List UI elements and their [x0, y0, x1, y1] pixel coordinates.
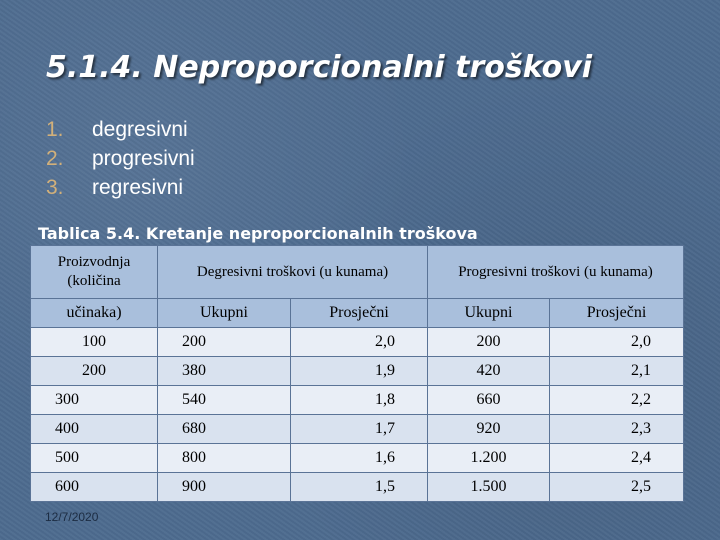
slide-date: 12/7/2020 — [45, 510, 99, 524]
bullet-item — [46, 118, 195, 147]
cell-prog-avg: 2,0 — [550, 328, 684, 357]
bullet-item — [46, 147, 195, 176]
cell-prog-total: 200 — [428, 328, 550, 357]
bullet-item — [46, 176, 195, 205]
cell-deg-avg: 1,9 — [291, 357, 428, 386]
cell-quantity: 300 — [31, 386, 158, 415]
cell-prog-avg: 2,5 — [550, 473, 684, 502]
cell-quantity: 500 — [31, 444, 158, 473]
cell-prog-total: 920 — [428, 415, 550, 444]
bullet-list — [46, 118, 195, 205]
cell-quantity: 600 — [31, 473, 158, 502]
bullet-number: 3. — [46, 176, 64, 199]
bullet-number: 1. — [46, 118, 64, 141]
cell-deg-total: 800 — [158, 444, 291, 473]
header-prog-avg: Prosječni — [550, 299, 684, 328]
table-row — [31, 328, 684, 357]
bullet-number: 2. — [46, 147, 64, 170]
cell-prog-total: 420 — [428, 357, 550, 386]
cell-prog-total: 660 — [428, 386, 550, 415]
cell-deg-total: 680 — [158, 415, 291, 444]
cell-deg-total: 380 — [158, 357, 291, 386]
header-prog-total: Ukupni — [428, 299, 550, 328]
cell-quantity: 100 — [31, 328, 158, 357]
table-caption: Tablica 5.4. Kretanje neproporcionalnih troškova — [38, 224, 478, 243]
header-production-cont: učinaka) — [31, 299, 158, 328]
bullet-text: progresivni — [92, 147, 195, 170]
cell-deg-avg: 1,6 — [291, 444, 428, 473]
table-row — [31, 357, 684, 386]
cell-deg-total: 540 — [158, 386, 291, 415]
header-deg-avg: Prosječni — [291, 299, 428, 328]
cell-prog-avg: 2,1 — [550, 357, 684, 386]
cell-prog-total: 1.200 — [428, 444, 550, 473]
cell-deg-avg: 2,0 — [291, 328, 428, 357]
header-production: Proizvodnja (količina — [31, 246, 158, 299]
cell-prog-total: 1.500 — [428, 473, 550, 502]
table-row — [31, 473, 684, 502]
table-row — [31, 415, 684, 444]
cell-deg-avg: 1,7 — [291, 415, 428, 444]
cost-table — [30, 245, 684, 502]
cell-deg-avg: 1,8 — [291, 386, 428, 415]
cell-prog-avg: 2,3 — [550, 415, 684, 444]
cell-deg-total: 900 — [158, 473, 291, 502]
table-body — [31, 246, 684, 502]
bullet-text: degresivni — [92, 118, 188, 141]
cell-prog-avg: 2,2 — [550, 386, 684, 415]
cell-deg-avg: 1,5 — [291, 473, 428, 502]
header-deg-total: Ukupni — [158, 299, 291, 328]
header-row-top — [31, 246, 684, 299]
cell-prog-avg: 2,4 — [550, 444, 684, 473]
header-row-sub — [31, 299, 684, 328]
table-row — [31, 386, 684, 415]
bullet-text: regresivni — [92, 176, 184, 199]
cell-quantity: 200 — [31, 357, 158, 386]
slide-title: 5.1.4. Neproporcionalni troškovi — [46, 50, 593, 85]
cell-deg-total: 200 — [158, 328, 291, 357]
header-progressive: Progresivni troškovi (u kunama) — [428, 246, 684, 299]
header-degressive: Degresivni troškovi (u kunama) — [158, 246, 428, 299]
cell-quantity: 400 — [31, 415, 158, 444]
table-row — [31, 444, 684, 473]
